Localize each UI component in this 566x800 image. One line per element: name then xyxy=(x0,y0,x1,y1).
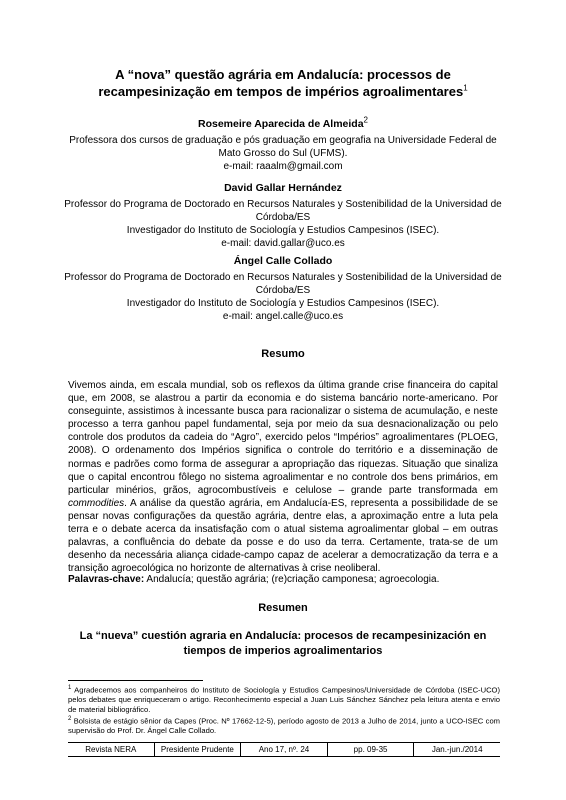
resumen-heading: Resumen xyxy=(258,602,308,614)
resumo-body xyxy=(68,379,498,575)
author-name xyxy=(60,115,506,131)
footnote-text: Agradecemos aos companheiros do Instituto de Sociología y Estudios Campesinos/Universidade de Córdoba (ISEC-UCO) pelos debates que enriqueceram o artigo. Reconhecimento especial a Juan Luis Sánchez Sánchez pela leitura atenta e envio de material bibliográfico. xyxy=(68,685,500,715)
resumo-text-italic: commodities xyxy=(68,497,125,509)
footnote-text: Bolsista de estágio sênior da Capes (Proc. Nº 17662-12-5), período agosto de 2013 a Julho de 2014, junto a UCO-ISEC com supervisão do Prof. Dr. Ángel Calle Collado. xyxy=(68,716,500,736)
author-name: David Gallar Hernández xyxy=(224,182,342,194)
title-footnote-mark: 1 xyxy=(463,83,468,93)
journal-date: Jan.-jun./2014 xyxy=(413,743,500,756)
footnote-1 xyxy=(68,684,500,715)
author-footnote-mark: 2 xyxy=(363,115,368,125)
resumo-text-part2: . A análise da questão agrária, em Andalucía-ES, representa a possibilidade de se pensar novas configurações da questão agrária, dentre elas, a aproximação entre a luta pela terra e o debate acerca da insatisfação com o atual sistema agroalimentar global – em outras palavras, a confluência do debate da posse e do uso da terra. Certamente, trata-se de um desenho da necessária aliança cidade-campo capaz de acelerar a democratização da terra e a transição agroecológica no horizonte de alternativas à crise neoliberal. xyxy=(68,497,498,575)
author-email: e-mail: angel.calle@uco.es xyxy=(222,311,344,322)
author-affiliation: Professora dos cursos de graduação e pós graduação em geografia na Universidade Federal de Mato Grosso do Sul (UFMS). xyxy=(69,135,497,159)
author-name-text: Rosemeire Aparecida de Almeida xyxy=(198,118,364,130)
author-affiliation-secondary: Investigador do Instituto de Sociología y Estudios Campesinos (ISEC). xyxy=(126,298,440,309)
author-affiliation: Professor do Programa de Doctorado en Recursos Naturales y Sostenibilidad de la Universidad de Córdoba/ES xyxy=(64,272,502,296)
keywords-label: Palavras-chave: xyxy=(68,574,145,585)
footnote-divider xyxy=(68,680,203,681)
author-block-2 xyxy=(60,182,506,250)
author-name: Ángel Calle Collado xyxy=(233,255,333,267)
paper-title xyxy=(60,66,506,100)
author-email: e-mail: raaalm@gmail.com xyxy=(223,161,343,172)
footnote-mark: 2 xyxy=(68,715,72,722)
resumen-title: La “nueva” cuestión agraria en Andalucía: procesos de recampesinización en tiempos de imperios agroalimentarios xyxy=(79,630,487,657)
footnote-2 xyxy=(68,715,500,736)
author-block-3 xyxy=(60,255,506,323)
journal-name: Revista NERA xyxy=(85,745,137,754)
author-block-1 xyxy=(60,115,506,173)
journal-city: Presidente Prudente xyxy=(154,743,241,756)
paper-title-text: A “nova” questão agrária em Andalucía: processos de recampesinização em tempos de impérios agroalimentares xyxy=(98,67,464,99)
journal-pages: pp. 09-35 xyxy=(327,743,414,756)
resumo-heading: Resumo xyxy=(261,348,305,360)
footnote-mark: 1 xyxy=(68,685,72,691)
journal-info-bar xyxy=(68,742,500,757)
keywords-list: Andalucía; questão agrária; (re)criação camponesa; agroecologia. xyxy=(144,574,440,585)
resumo-text-part1: Vivemos ainda, em escala mundial, sob os reflexos da última grande crise financeira do capital que, em 2008, se alastrou a partir da economia e do sistema bancário norte-americano. Por conseguinte, assistimos à incessante busca para racionalizar o sistema de acumulação, e neste processo a terra ganhou papel fundamental, seja por meio da sua desnacionalização ou pelo controle dos produtos da cadeia do “Agro”, exercido pelos “Impérios” agroalimentares (PLOEG, 2008). O ordenamento dos Impérios significa o controle do território e a disseminação de normas e padrões como forma de assegurar a apropriação das riquezas. Situação que sinaliza que o capital encontrou fôlego no sistema agroalimentar e no controle dos bens primários, em particular minérios, grãos, agrocombustíveis e celulose – grande parte transformada em xyxy=(68,380,498,496)
footnotes xyxy=(68,684,500,736)
keywords xyxy=(68,574,498,585)
author-affiliation-secondary: Investigador do Instituto de Sociología y Estudios Campesinos (ISEC). xyxy=(126,225,440,236)
author-email: e-mail: david.gallar@uco.es xyxy=(221,238,345,249)
author-affiliation: Professor do Programa de Doctorado en Recursos Naturales y Sostenibilidad de la Universidad de Córdoba/ES xyxy=(64,199,502,223)
journal-volume: Ano 17, nº. 24 xyxy=(240,743,327,756)
